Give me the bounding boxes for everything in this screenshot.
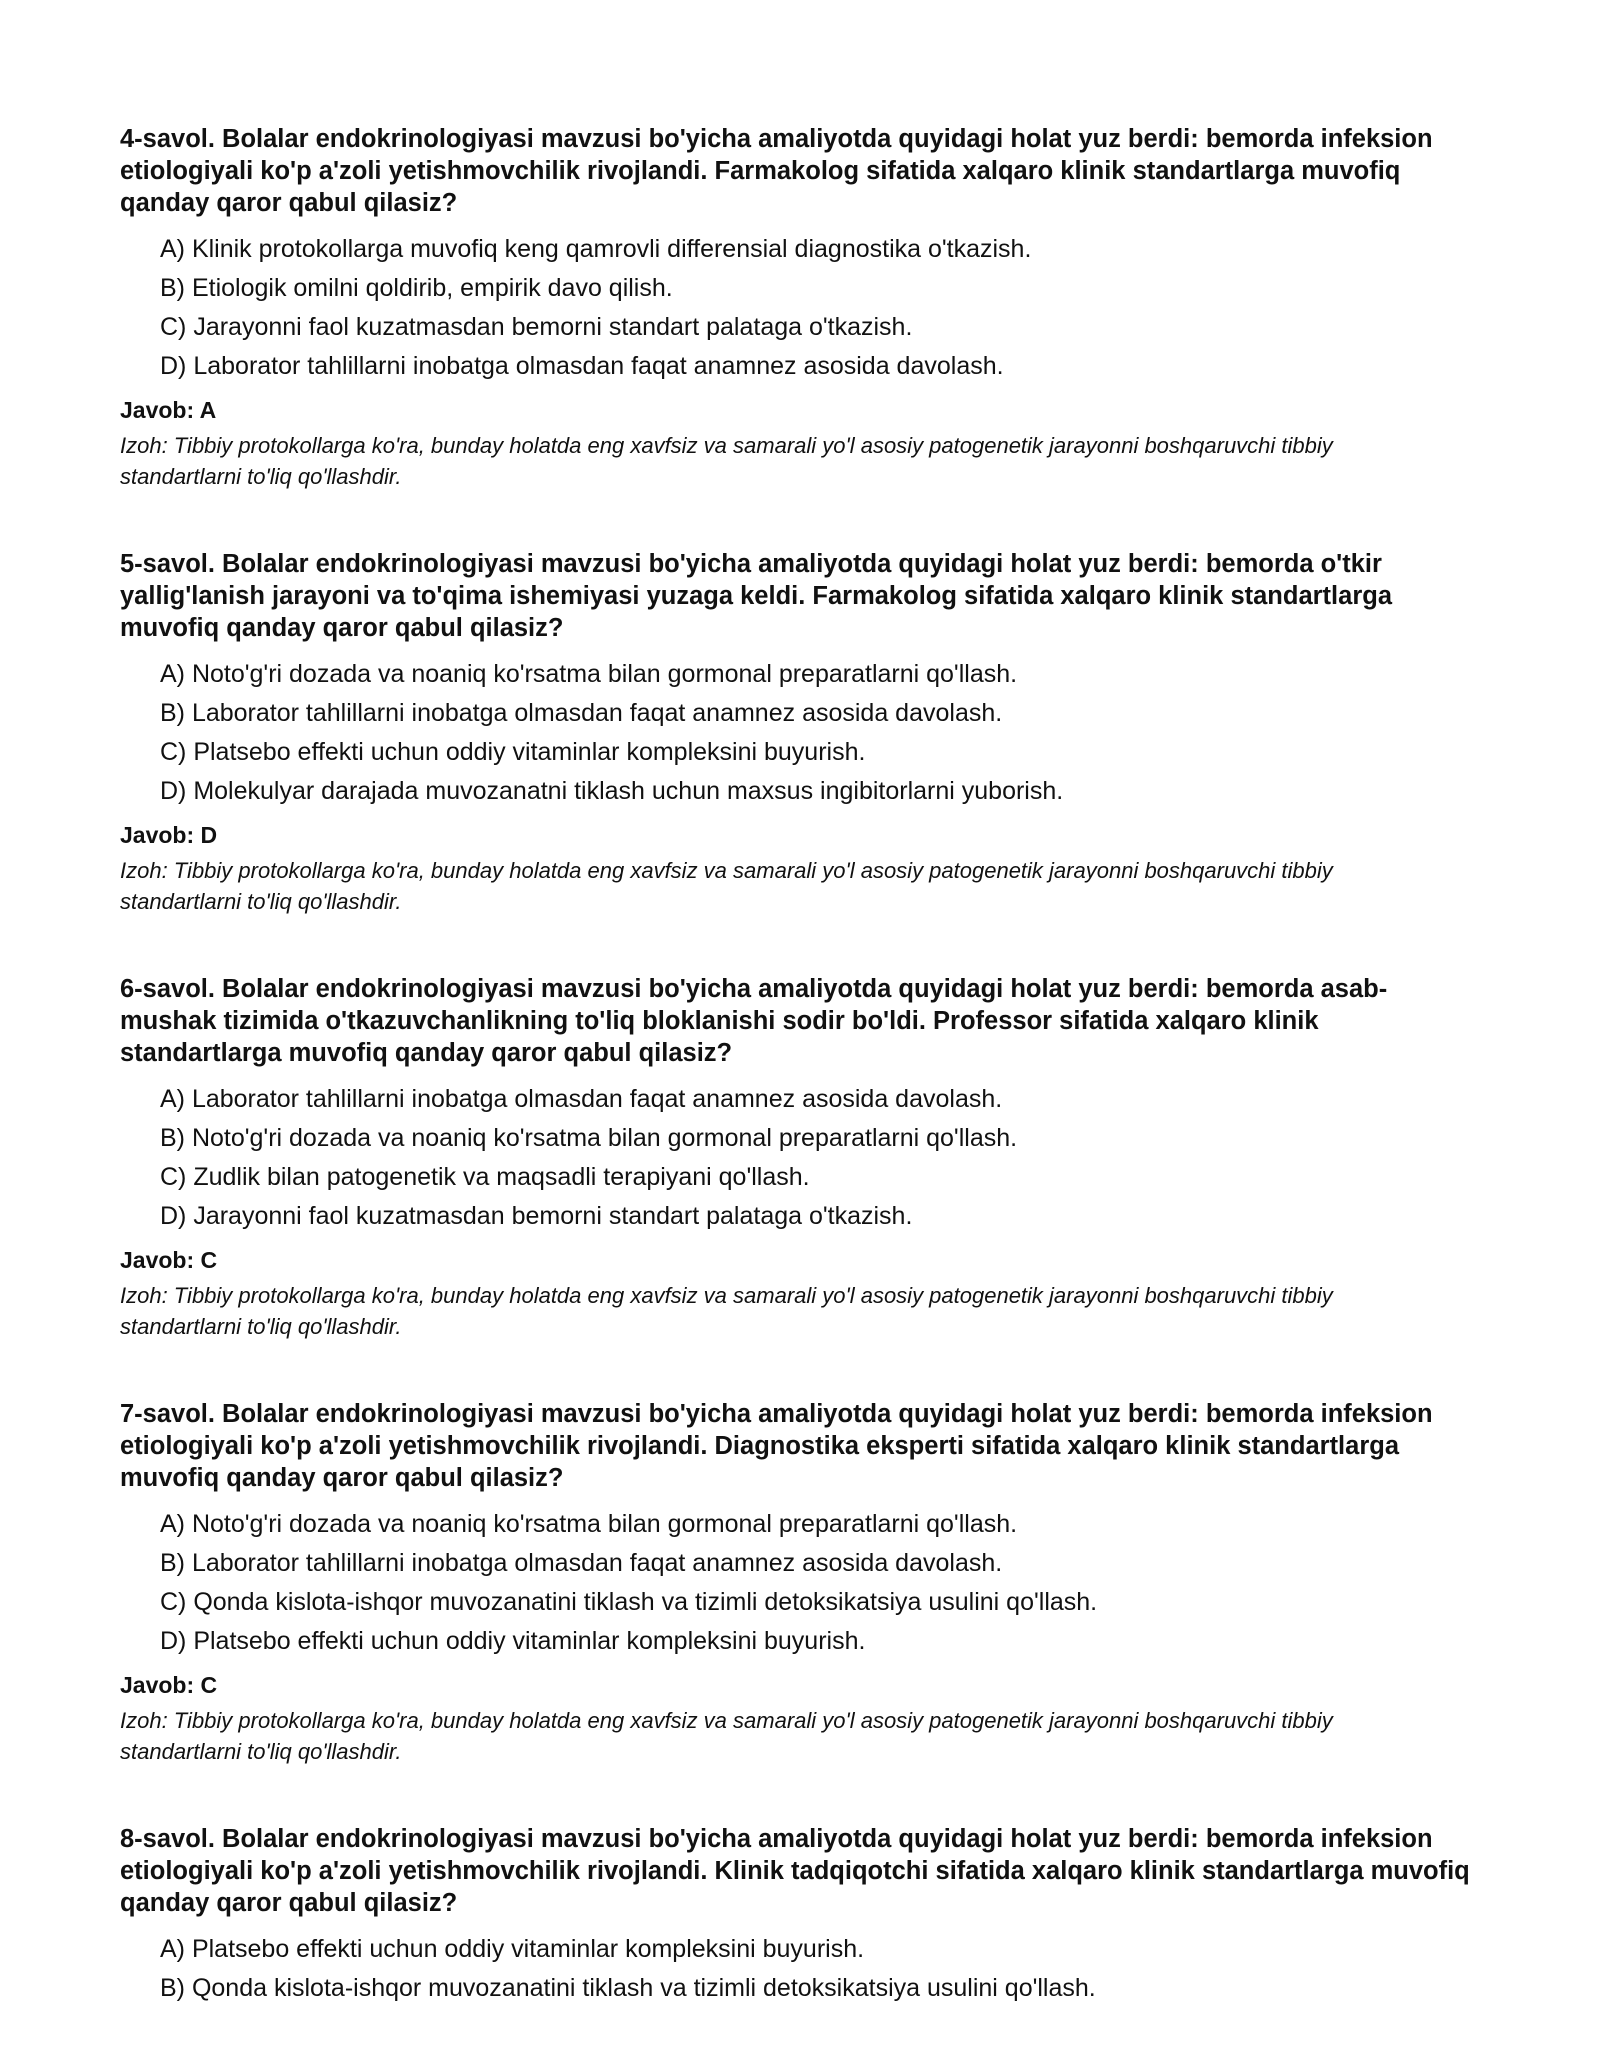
document-page bbox=[120, 123, 1480, 2064]
option-list bbox=[120, 1080, 1480, 1236]
option-b: B) Laborator tahlillarni inobatga olmasdan faqat anamnez asosida davolash. bbox=[160, 699, 1003, 727]
option-list bbox=[120, 655, 1480, 811]
option-d: D) Platsebo effekti uchun oddiy vitaminlar kompleksini buyurish. bbox=[160, 1627, 866, 1655]
option-a: A) Klinik protokollarga muvofiq keng qamrovli differensial diagnostika o'tkazish. bbox=[160, 235, 1032, 263]
question-title: 8-savol. Bolalar endokrinologiyasi mavzusi bo'yicha amaliyotda quyidagi holat yuz berdi: bemorda infeksion etiologiyali ko'p a'zoli yetishmovchilik rivojlandi. Klinik tadqiqotchi sifatida xalqaro klinik standartlarga muvofiq qanday qaror qabul qilasiz? bbox=[120, 1825, 1470, 1917]
option-b: B) Noto'g'ri dozada va noaniq ko'rsatma bilan gormonal preparatlarni qo'llash. bbox=[160, 1124, 1018, 1152]
option-c: C) Platsebo effekti uchun oddiy vitaminlar kompleksini buyurish. bbox=[160, 738, 866, 766]
option-d: D) Molekulyar darajada muvozanatni tiklash uchun maxsus ingibitorlarni yuborish. bbox=[160, 777, 1064, 805]
question-block-8 bbox=[120, 1823, 1480, 2008]
option-d: D) Laborator tahlillarni inobatga olmasdan faqat anamnez asosida davolash. bbox=[160, 352, 1004, 380]
explanation-note: Izoh: Tibbiy protokollarga ko'ra, bunday holatda eng xavfsiz va samarali yo'l asosiy patogenetik jarayonni boshqaruvchi tibbiy standartlarni to'liq qo'llashdir. bbox=[120, 1708, 1333, 1764]
option-a: A) Laborator tahlillarni inobatga olmasdan faqat anamnez asosida davolash. bbox=[160, 1085, 1003, 1113]
explanation-note: Izoh: Tibbiy protokollarga ko'ra, bunday holatda eng xavfsiz va samarali yo'l asosiy patogenetik jarayonni boshqaruvchi tibbiy standartlarni to'liq qo'llashdir. bbox=[120, 858, 1333, 914]
question-block-5 bbox=[120, 548, 1480, 917]
answer-label: Javob: A bbox=[120, 397, 217, 423]
question-title: 6-savol. Bolalar endokrinologiyasi mavzusi bo'yicha amaliyotda quyidagi holat yuz berdi: bemorda asab-mushak tizimida o'tkazuvchanlikning to'liq bloklanishi sodir bo'ldi. Professor sifatida xalqaro klinik standartlarga muvofiq qanday qaror qabul qilasiz? bbox=[120, 975, 1388, 1067]
option-list bbox=[120, 230, 1480, 386]
option-a: A) Platsebo effekti uchun oddiy vitaminlar kompleksini buyurish. bbox=[160, 1935, 865, 1963]
option-a: A) Noto'g'ri dozada va noaniq ko'rsatma bilan gormonal preparatlarni qo'llash. bbox=[160, 1510, 1018, 1538]
question-block-4 bbox=[120, 123, 1480, 492]
option-list bbox=[120, 1930, 1480, 2008]
answer-label: Javob: D bbox=[120, 822, 218, 848]
option-b: B) Qonda kislota-ishqor muvozanatini tiklash va tizimli detoksikatsiya usulini qo'llash. bbox=[160, 1974, 1096, 2002]
option-a: A) Noto'g'ri dozada va noaniq ko'rsatma bilan gormonal preparatlarni qo'llash. bbox=[160, 660, 1018, 688]
answer-label: Javob: C bbox=[120, 1247, 218, 1273]
question-block-7 bbox=[120, 1398, 1480, 1767]
option-d: D) Jarayonni faol kuzatmasdan bemorni standart palataga o'tkazish. bbox=[160, 1202, 913, 1230]
question-block-6 bbox=[120, 973, 1480, 1342]
question-title: 7-savol. Bolalar endokrinologiyasi mavzusi bo'yicha amaliyotda quyidagi holat yuz berdi: bemorda infeksion etiologiyali ko'p a'zoli yetishmovchilik rivojlandi. Diagnostika eksperti sifatida xalqaro klinik standartlarga muvofiq qanday qaror qabul qilasiz? bbox=[120, 1400, 1433, 1492]
question-title: 4-savol. Bolalar endokrinologiyasi mavzusi bo'yicha amaliyotda quyidagi holat yuz berdi: bemorda infeksion etiologiyali ko'p a'zoli yetishmovchilik rivojlandi. Farmakolog sifatida xalqaro klinik standartlarga muvofiq qanday qaror qabul qilasiz? bbox=[120, 125, 1433, 217]
option-c: C) Jarayonni faol kuzatmasdan bemorni standart palataga o'tkazish. bbox=[160, 313, 913, 341]
question-title: 5-savol. Bolalar endokrinologiyasi mavzusi bo'yicha amaliyotda quyidagi holat yuz berdi: bemorda o'tkir yallig'lanish jarayoni va to'qima ishemiyasi yuzaga keldi. Farmakolog sifatida xalqaro klinik standartlarga muvofiq qanday qaror qabul qilasiz? bbox=[120, 550, 1392, 642]
answer-label: Javob: C bbox=[120, 1672, 218, 1698]
option-c: C) Qonda kislota-ishqor muvozanatini tiklash va tizimli detoksikatsiya usulini qo'llash. bbox=[160, 1588, 1098, 1616]
option-c: C) Zudlik bilan patogenetik va maqsadli terapiyani qo'llash. bbox=[160, 1163, 810, 1191]
explanation-note: Izoh: Tibbiy protokollarga ko'ra, bunday holatda eng xavfsiz va samarali yo'l asosiy patogenetik jarayonni boshqaruvchi tibbiy standartlarni to'liq qo'llashdir. bbox=[120, 433, 1333, 489]
explanation-note: Izoh: Tibbiy protokollarga ko'ra, bunday holatda eng xavfsiz va samarali yo'l asosiy patogenetik jarayonni boshqaruvchi tibbiy standartlarni to'liq qo'llashdir. bbox=[120, 1283, 1333, 1339]
option-list bbox=[120, 1505, 1480, 1661]
option-b: B) Etiologik omilni qoldirib, empirik davo qilish. bbox=[160, 274, 673, 302]
option-b: B) Laborator tahlillarni inobatga olmasdan faqat anamnez asosida davolash. bbox=[160, 1549, 1003, 1577]
